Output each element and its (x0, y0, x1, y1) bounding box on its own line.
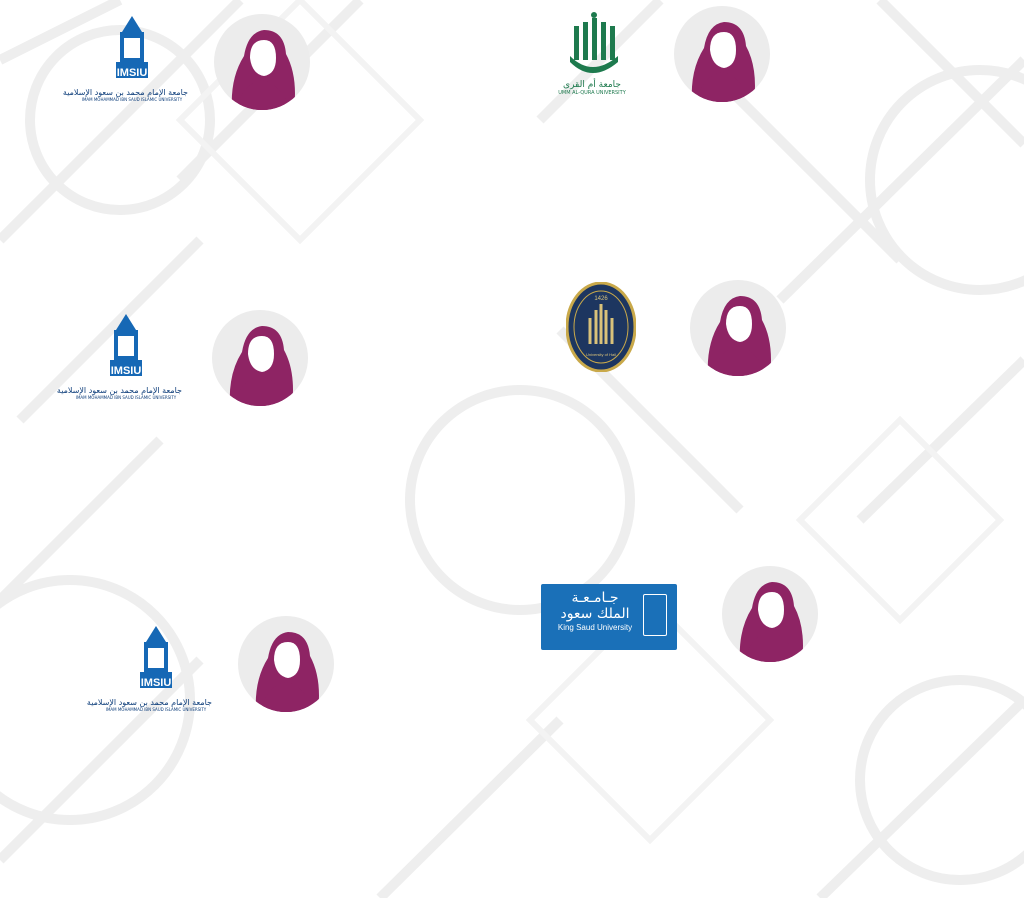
ksu-english: King Saud University (557, 623, 633, 632)
umm-alqura-logo (552, 12, 632, 102)
imsiu-logo (56, 312, 182, 408)
imsiu-arabic: جامعة الإمام محمد بن سعود الإسلامية (86, 698, 212, 707)
ksu-arabic-top: جـامـعـة (571, 590, 619, 606)
ksu-logo (541, 584, 677, 650)
imsiu-badge: IMSIU (110, 365, 142, 377)
avatar (674, 6, 770, 102)
imsiu-arabic: جامعة الإمام محمد بن سعود الإسلامية (62, 88, 188, 97)
avatar (214, 14, 310, 110)
imsiu-english: IMAM MOHAMMAD IBN SAUD ISLAMIC UNIVERSITY (105, 707, 207, 712)
hail-logo (566, 282, 636, 372)
umm-alqura-english: UMM AL-QURA UNIVERSITY (558, 90, 626, 96)
ksu-arabic-bottom: الملك سعود (560, 606, 630, 622)
imsiu-english: IMAM MOHAMMAD IBN SAUD ISLAMIC UNIVERSITY (81, 97, 183, 102)
imsiu-logo (62, 14, 188, 110)
avatar (212, 310, 308, 406)
avatar (238, 616, 334, 712)
umm-alqura-arabic: جامعة أم القرى (563, 80, 621, 90)
hail-year: 1426 (594, 296, 608, 302)
avatar (722, 566, 818, 662)
imsiu-english: IMAM MOHAMMAD IBN SAUD ISLAMIC UNIVERSITY (75, 395, 177, 400)
imsiu-badge: IMSIU (116, 67, 148, 79)
imsiu-badge: IMSIU (140, 677, 172, 689)
avatar (690, 280, 786, 376)
ksu-emblem (643, 594, 667, 636)
hail-english: University of Hail (585, 352, 617, 357)
imsiu-logo (86, 624, 212, 720)
imsiu-arabic: جامعة الإمام محمد بن سعود الإسلامية (56, 386, 182, 395)
